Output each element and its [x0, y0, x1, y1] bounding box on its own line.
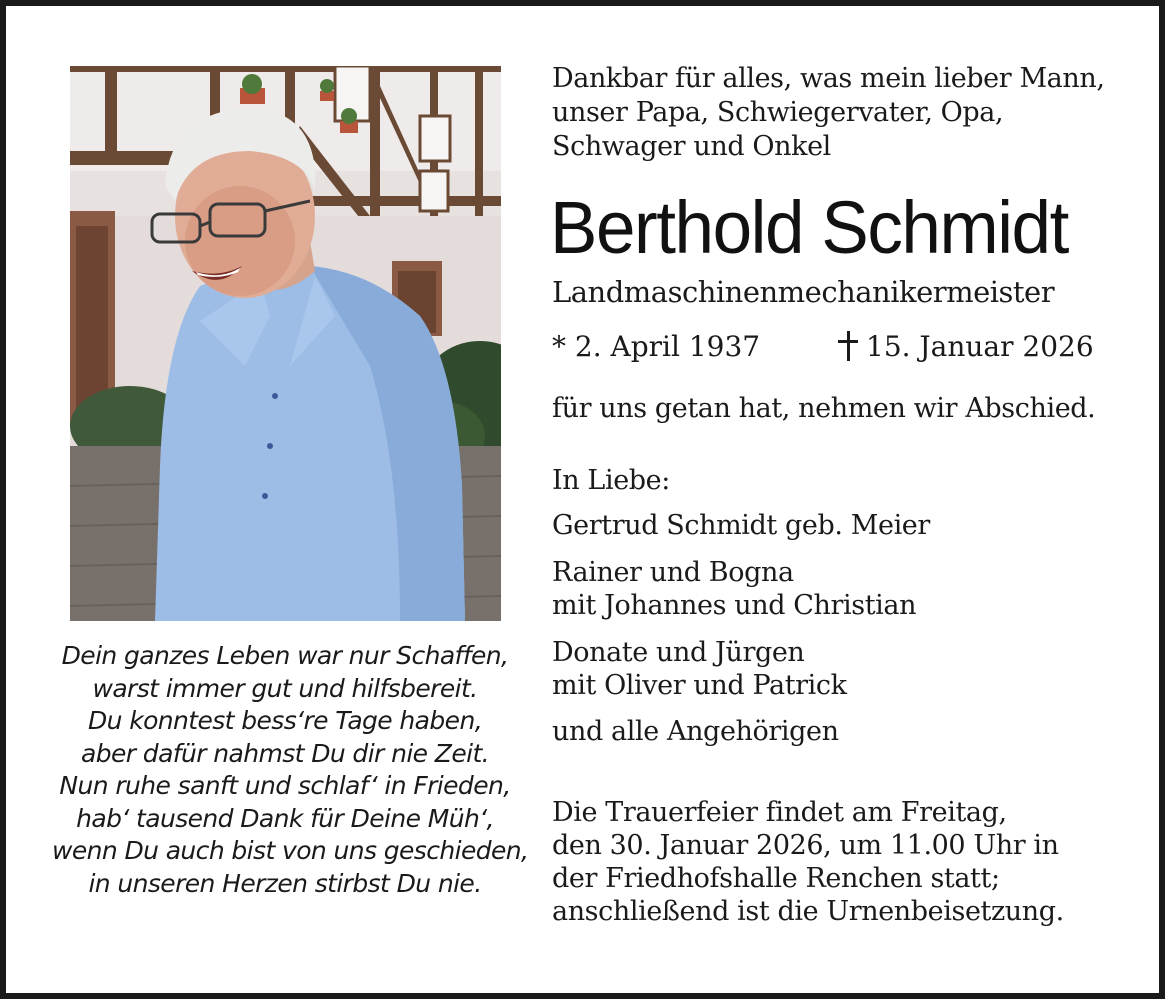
mourner-line: mit Oliver und Patrick [552, 670, 847, 701]
poem-line: Nun ruhe sanft und schlaf‘ in Frieden, [59, 771, 511, 800]
intro-text [552, 62, 1132, 164]
mourner-spouse [552, 509, 930, 542]
mourner-family-1 [552, 556, 916, 622]
profession: Landmaschinenmechanikermeister [552, 275, 1055, 309]
poem-line: wenn Du auch bist von uns geschieden, [52, 836, 529, 865]
intro-line: unser Papa, Schwiegervater, Opa, [552, 97, 1004, 128]
ceremony-line: der Friedhofshalle Renchen statt; [552, 863, 1000, 894]
ceremony-line: anschließend ist die Urnenbeisetzung. [552, 896, 1064, 927]
farewell-text: für uns getan hat, nehmen wir Abschied. [552, 393, 1096, 424]
intro-line: Schwager und Onkel [552, 131, 831, 162]
deceased-name: Berthold Schmidt [550, 186, 1068, 269]
ceremony-line: den 30. Januar 2026, um 11.00 Uhr in [552, 830, 1059, 861]
mourner-relatives [552, 715, 839, 748]
mourner-line: Rainer und Bogna [552, 557, 794, 588]
poem [52, 640, 529, 900]
portrait-image [70, 66, 501, 621]
intro-line: Dankbar für alles, was mein lieber Mann, [552, 63, 1105, 94]
mourner-line: Donate und Jürgen [552, 637, 805, 668]
death-date: 15. Januar 2026 [866, 330, 1094, 363]
cross-icon [838, 331, 858, 361]
poem-line: aber dafür nahmst Du dir nie Zeit. [81, 738, 489, 768]
mourner-family-2 [552, 636, 847, 702]
poem-line: Dein ganzes Leben war nur Schaffen, [61, 641, 509, 670]
mourner-line: mit Johannes und Christian [552, 590, 917, 621]
poem-line: warst immer gut und hilfsbereit. [92, 673, 478, 703]
poem-line: Du konntest bess‘re Tage haben, [87, 706, 483, 735]
mourner-line: Gertrud Schmidt geb. Meier [552, 510, 930, 541]
in-love-label: In Liebe: [552, 465, 670, 496]
poem-line: in unseren Herzen stirbst Du nie. [88, 868, 482, 898]
ceremony-line: Die Trauerfeier findet am Freitag, [552, 797, 1007, 828]
portrait-photo [70, 66, 501, 621]
ceremony-info [552, 796, 1064, 928]
death-date-group [838, 330, 1094, 363]
mourner-line: und alle Angehörigen [552, 716, 839, 747]
poem-line: hab‘ tausend Dank für Deine Müh‘, [76, 803, 494, 833]
birth-date: * 2. April 1937 [552, 330, 761, 363]
